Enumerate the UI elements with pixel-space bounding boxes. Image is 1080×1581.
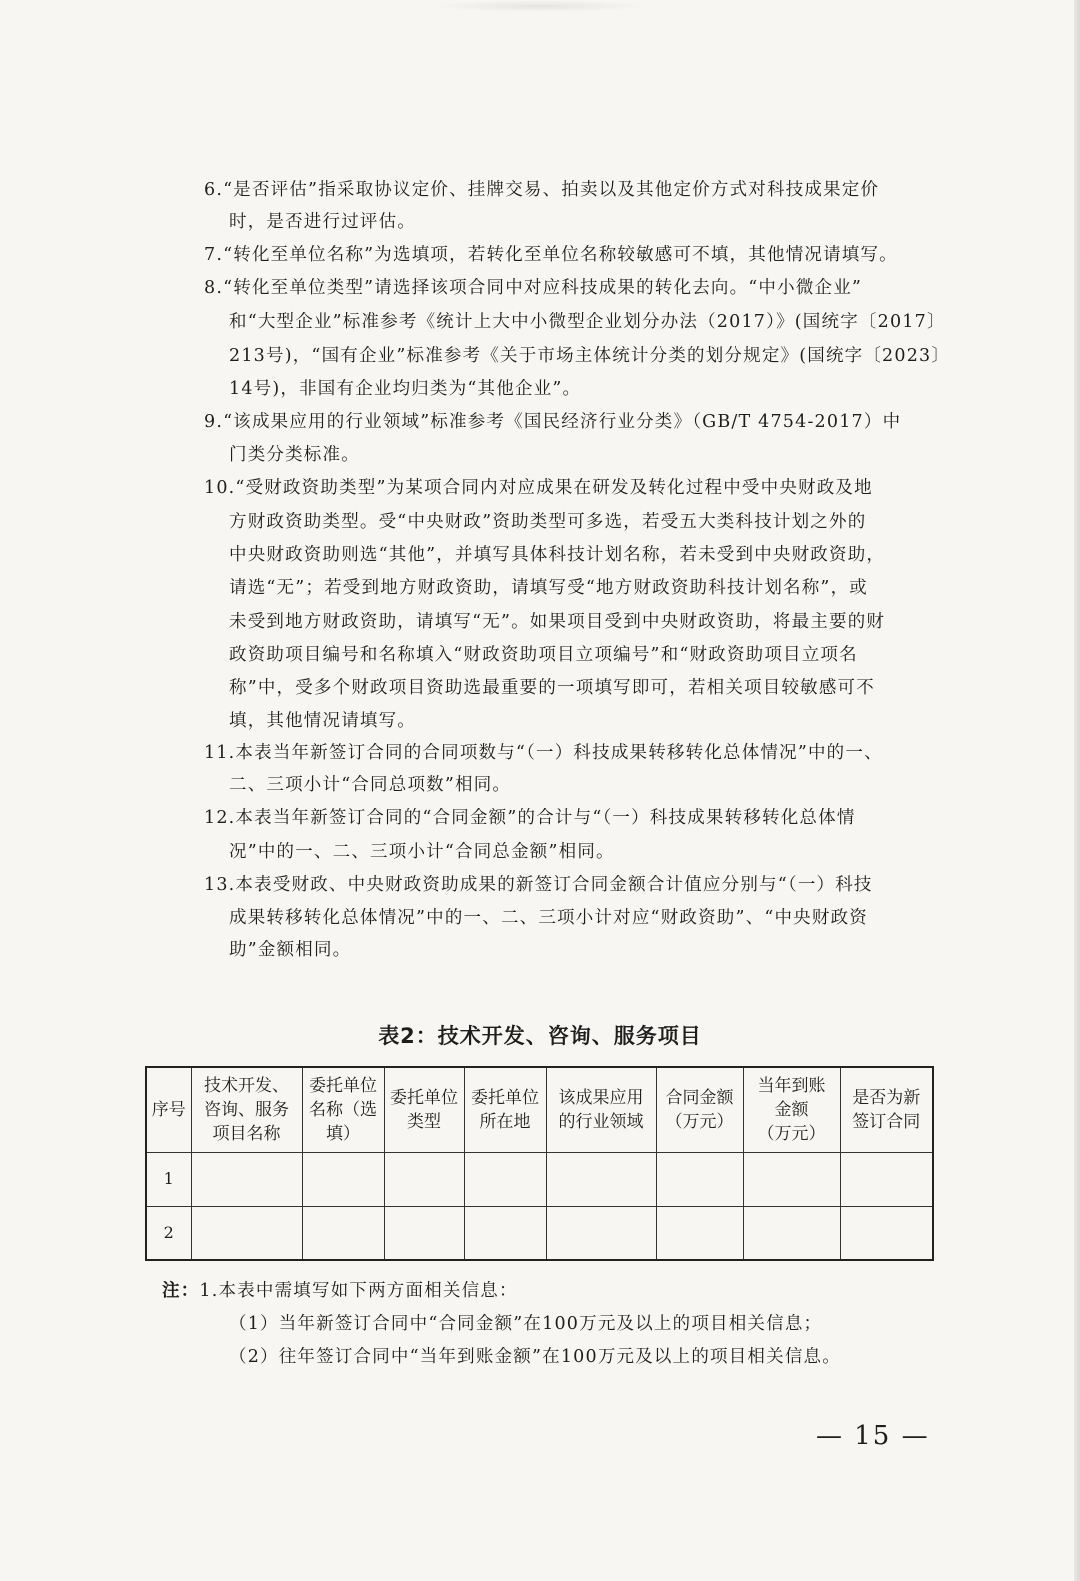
column-header-contract-amount: 合同金额 （万元） [656,1067,743,1152]
table-cell[interactable] [302,1152,384,1206]
table-cell[interactable] [546,1206,656,1260]
footnote-line: （1）当年新签订合同中“合同金额”在100万元及以上的项目相关信息； [229,1314,823,1334]
note-line: 方财政资助类型。受“中央财政”资助类型可多选，若受五大类科技计划之外的 [229,512,867,532]
table-cell[interactable] [840,1206,933,1260]
footnote-line: （2）往年签订合同中“当年到账金额”在100万元及以上的项目相关信息。 [229,1347,841,1367]
table-cell[interactable] [464,1206,546,1260]
table-cell[interactable] [656,1206,743,1260]
column-header-client-name: 委托单位 名称（选 填） [302,1067,384,1152]
note-line: 和“大型企业”标准参考《统计上大中小微型企业划分办法（2017）》(国统字〔2017〕 [229,312,946,332]
note-line: 二、三项小计“合同总项数”相同。 [229,775,512,795]
table-cell-index: 1 [146,1152,191,1206]
note-line: 况”中的一、二、三项小计“合同总金额”相同。 [229,842,615,862]
footnote-label: 注： [162,1281,200,1301]
note-line: 政资助项目编号和名称填入“财政资助项目立项编号”和“财政资助项目立项名 [229,645,858,665]
project-table [145,1066,934,1261]
note-line: 时，是否进行过评估。 [229,212,416,232]
table-cell[interactable] [743,1206,840,1260]
column-header-client-type: 委托单位 类型 [384,1067,464,1152]
footnote-first-line [162,1279,518,1303]
table-cell[interactable] [840,1152,933,1206]
note-line: 称”中，受多个财政项目资助选最重要的一项填写即可，若相关项目较敏感可不 [229,678,875,698]
note-line: 7.“转化至单位名称”为选填项，若转化至单位名称较敏感可不填，其他情况请填写。 [204,245,898,265]
column-header-index: 序号 [146,1067,191,1152]
scan-edge-shadow [1074,0,1080,1581]
table-row [146,1206,933,1260]
table-header-row [146,1067,933,1152]
table-cell[interactable] [656,1152,743,1206]
table-cell[interactable] [384,1206,464,1260]
note-line: 中央财政资助则选“其他”，并填写具体科技计划名称，若未受到中央财政资助， [229,545,886,565]
column-header-industry: 该成果应用 的行业领域 [546,1067,656,1152]
note-line: 11.本表当年新签订合同的合同项数与“（一）科技成果转移转化总体情况”中的一、 [204,743,883,763]
note-line: 8.“转化至单位类型”请选择该项合同中对应科技成果的转化去向。“中小微企业” [204,278,863,298]
table-cell[interactable] [191,1206,302,1260]
note-line: 10.“受财政资助类型”为某项合同内对应成果在研发及转化过程中受中央财政及地 [204,478,873,498]
table-cell[interactable] [546,1152,656,1206]
note-line: 填，其他情况请填写。 [229,711,416,731]
note-line: 助”金额相同。 [229,940,352,960]
scan-smudge [430,0,650,12]
note-line: 6.“是否评估”指采取协议定价、挂牌交易、拍卖以及其他定价方式对科技成果定价 [204,180,880,200]
table-cell-index: 2 [146,1206,191,1260]
table-row [146,1152,933,1206]
table-cell[interactable] [302,1206,384,1260]
column-header-new-contract: 是否为新 签订合同 [840,1067,933,1152]
note-line: 门类分类标准。 [229,445,360,465]
column-header-received-amount: 当年到账 金额 （万元） [743,1067,840,1152]
note-line: 12.本表当年新签订合同的“合同金额”的合计与“（一）科技成果转移转化总体情 [204,808,856,828]
note-line: 请选“无”；若受到地方财政资助，请填写受“地方财政资助科技计划名称”，或 [229,578,868,598]
note-line: 14号)，非国有企业均归类为“其他企业”。 [229,379,582,399]
table-cell[interactable] [191,1152,302,1206]
column-header-client-location: 委托单位 所在地 [464,1067,546,1152]
footnote-line: 1.本表中需填写如下两方面相关信息： [199,1281,518,1301]
table-cell[interactable] [464,1152,546,1206]
note-line: 9.“该成果应用的行业领域”标准参考《国民经济行业分类》（GB/T 4754-2017）中 [204,412,902,432]
table-title: 表2：技术开发、咨询、服务项目 [378,1024,702,1048]
page-number: — 15 — [816,1421,930,1451]
note-line: 未受到地方财政资助，请填写“无”。如果项目受到中央财政资助，将最主要的财 [229,612,886,632]
note-line: 213号)，“国有企业”标准参考《关于市场主体统计分类的划分规定》(国统字〔2023〕 [229,346,951,366]
table-cell[interactable] [384,1152,464,1206]
table-cell[interactable] [743,1152,840,1206]
note-line: 13.本表受财政、中央财政资助成果的新签订合同金额合计值应分别与“（一）科技 [204,875,873,895]
column-header-project-name: 技术开发、 咨询、服务 项目名称 [191,1067,302,1152]
note-line: 成果转移转化总体情况”中的一、二、三项小计对应“财政资助”、“中央财政资 [229,908,868,928]
